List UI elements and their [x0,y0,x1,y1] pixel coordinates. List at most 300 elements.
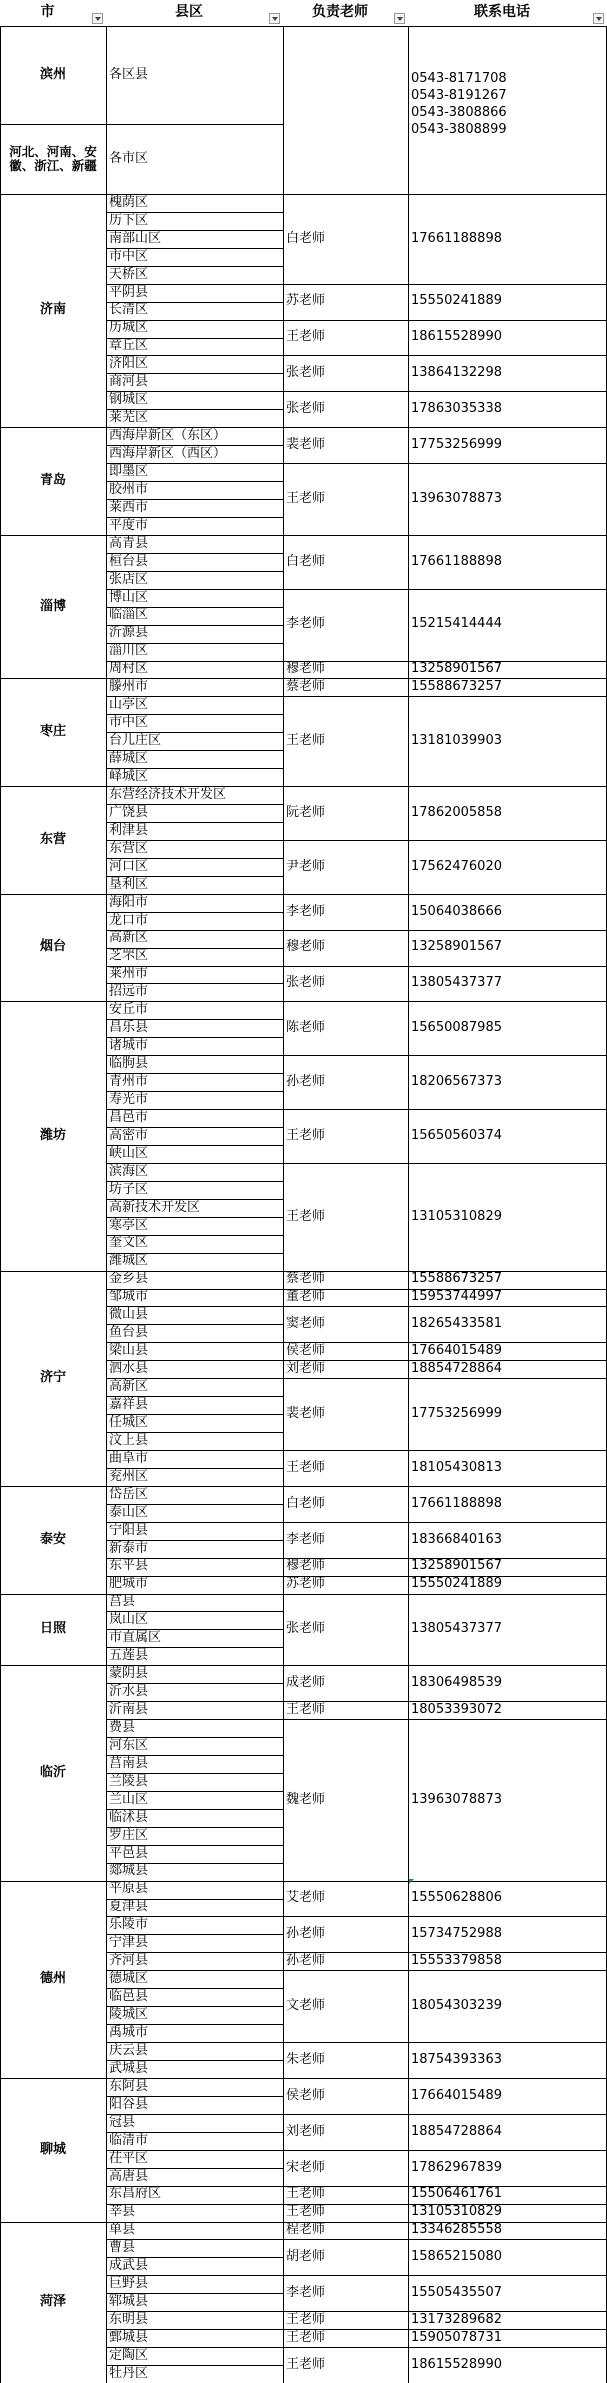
phone-cell[interactable] [408,661,607,679]
district-cell [106,1001,283,1019]
phone-cell[interactable] [408,1001,607,1055]
district-cell-text: 东昌府区 [109,2186,162,2202]
cell-comment-marker-icon [409,1879,414,1884]
district-cell-binzhou [106,26,283,124]
district-cell-text: 高新区 [109,930,149,946]
city-cell-binzhou [0,26,106,124]
teacher-cell-text: 宋老师 [286,2159,326,2175]
teacher-cell [283,1576,408,1594]
district-cell [106,1378,283,1396]
district-cell-text: 东营区 [109,840,149,856]
teacher-cell [283,930,408,966]
district-cell [106,1773,283,1791]
district-label: 各区县 [109,66,149,82]
header-teacher[interactable] [283,0,408,26]
phone-cell[interactable] [408,1719,607,1880]
teacher-cell-text: 张老师 [286,401,326,417]
phone-cell[interactable] [408,1163,607,1271]
district-cell-text: 冠县 [109,2114,136,2130]
phone-cell-text: 17863035338 [411,401,502,417]
district-cell [106,966,283,984]
phone-cell-text: 13805437377 [411,1621,502,1637]
city-cell [0,194,106,427]
district-cell [106,445,283,463]
district-cell-text: 牡丹区 [109,2365,149,2381]
district-cell [106,1073,283,1091]
teacher-cell [283,1271,408,1289]
district-cell-text: 长清区 [109,302,149,318]
phone-cell[interactable] [408,463,607,535]
phone-cell-text: 15588673257 [411,679,502,695]
phone-cell[interactable] [408,1378,607,1450]
city-cell-text: 临沂 [39,1764,66,1780]
district-cell-text: 峄城区 [109,768,149,784]
phone-cell[interactable] [408,1289,607,1307]
district-cell-text: 淄川区 [109,643,149,659]
district-cell [106,284,283,302]
district-cell-text: 金乡县 [109,1271,149,1287]
district-cell [106,1414,283,1432]
district-cell-text: 邹城市 [109,1289,149,1305]
district-cell [106,230,283,248]
district-cell-text: 槐荫区 [109,194,149,210]
district-cell-text: 峡山区 [109,1145,149,1161]
district-cell [106,1952,283,1970]
teacher-cell-text: 王老师 [286,1208,326,1224]
district-cell-text: 高密市 [109,1127,149,1143]
district-cell [106,1504,283,1522]
phone-cell-text: 13346285558 [411,2222,502,2238]
teacher-cell [283,2204,408,2222]
district-cell-text: 西海岸新区（西区） [109,446,227,461]
district-cell [106,2186,283,2204]
phone-cell[interactable] [408,1970,607,2042]
teacher-cell [283,2150,408,2186]
teacher-cell [283,463,408,535]
district-cell [106,768,283,786]
district-cell [106,1091,283,1109]
district-cell [106,427,283,445]
teacher-cell-text: 朱老师 [286,2051,326,2067]
phone-cell[interactable] [408,2347,607,2383]
district-cell-text: 河口区 [109,858,149,874]
district-cell [106,1235,283,1253]
district-cell-text: 梁山县 [109,1343,149,1359]
phone-cell-text: 17661188898 [411,230,502,246]
phone-cell-text: 18053393072 [411,1701,502,1717]
teacher-cell [283,1558,408,1576]
phone-cell[interactable] [408,2239,607,2275]
phone-cell[interactable] [408,1109,607,1163]
teacher-cell [283,2222,408,2240]
header-district-label: 县区 [175,4,203,21]
phone-cell[interactable] [408,427,607,463]
phone-cell[interactable] [408,284,607,320]
district-cell-text: 郓城县 [109,2294,149,2310]
phone-cell[interactable] [408,1665,607,1701]
city-cell [0,1271,106,1486]
district-cell [106,732,283,750]
phone-cell[interactable] [408,2042,607,2078]
district-cell-text: 张店区 [109,571,149,587]
teacher-cell [283,194,408,284]
district-cell [106,1199,283,1217]
district-cell-text: 安丘市 [109,1002,149,1018]
teacher-cell [283,894,408,930]
district-cell [106,1271,283,1289]
header-city[interactable] [0,0,106,26]
phone-cell-binzhou[interactable] [408,68,607,148]
district-cell [106,2114,283,2132]
district-cell [106,2222,283,2240]
district-cell [106,1611,283,1629]
district-cell [106,2275,283,2293]
district-cell-text: 东阿县 [109,2078,149,2094]
district-cell-text: 胶州市 [109,481,149,497]
district-cell-text: 滕州市 [109,679,149,695]
district-cell [106,248,283,266]
phone-cell[interactable] [408,194,607,284]
phone-cell-text: 18754393363 [411,2051,502,2067]
teacher-cell-text: 王老师 [286,1459,326,1475]
district-cell [106,1629,283,1647]
phone-cell-text: 18854728864 [411,1361,502,1377]
district-filter-icon[interactable] [269,13,280,24]
district-cell-text: 历城区 [109,320,149,336]
phone-cell[interactable] [408,1360,607,1378]
teacher-cell-text: 王老师 [286,1701,326,1717]
district-cell [106,212,283,230]
district-cell [106,1576,283,1594]
phone-cell-text: 18206567373 [411,1073,502,1089]
district-cell [106,1881,283,1899]
district-cell [106,1163,283,1181]
district-cell [106,1845,283,1863]
district-cell [106,517,283,535]
district-cell [106,1450,283,1468]
district-cell-text: 垦利区 [109,876,149,892]
district-cell-text: 历下区 [109,212,149,228]
city-cell-text: 烟台 [39,939,66,955]
teacher-cell-text: 王老师 [286,1127,326,1143]
district-cell-text: 坊子区 [109,1181,149,1197]
district-cell [106,499,283,517]
district-cell [106,894,283,912]
phone-cell-text: 15550241889 [411,293,502,309]
phone-line: 0543-3808899 [411,122,507,137]
teacher-cell-text: 裴老师 [286,437,326,453]
district-cell-text: 陵城区 [109,2007,149,2023]
phone-cell-text: 15506461761 [411,2186,502,2202]
phone-cell-text: 18265433581 [411,1316,502,1332]
city-cell-text: 菏泽 [39,2294,66,2310]
district-cell [106,822,283,840]
district-cell-text: 钢城区 [109,392,149,408]
phone-cell-text: 18054303239 [411,1998,502,2014]
phone-cell[interactable] [408,2204,607,2222]
phone-cell[interactable] [408,535,607,589]
phone-filter-icon[interactable] [593,13,604,24]
teacher-cell [283,320,408,356]
phone-cell[interactable] [408,2311,607,2329]
phone-cell[interactable] [408,2186,607,2204]
district-cell-other-regions [106,124,283,194]
phone-cell-text: 18615528990 [411,2356,502,2372]
teacher-cell-text: 王老师 [286,2312,326,2328]
district-cell [106,2239,283,2257]
district-cell [106,391,283,409]
teacher-cell-text: 张老师 [286,365,326,381]
teacher-cell [283,284,408,320]
district-cell [106,1217,283,1235]
district-cell-text: 东明县 [109,2312,149,2328]
teacher-cell [283,1378,408,1450]
district-cell-text: 夏津县 [109,1899,149,1915]
district-cell-text: 平阴县 [109,284,149,300]
city-label: 河北、河南、安徽、浙江、新疆 [9,144,97,173]
phone-cell[interactable] [408,894,607,930]
district-cell [106,1037,283,1055]
phone-cell-text: 18306498539 [411,1675,502,1691]
phone-cell[interactable] [408,1594,607,1666]
phone-cell[interactable] [408,1450,607,1486]
district-cell-text: 茌平区 [109,2150,149,2166]
phone-cell[interactable] [408,1881,607,1917]
district-cell-text: 莱芜区 [109,410,149,426]
teacher-cell [283,1360,408,1378]
city-cell-text: 日照 [39,1621,66,1637]
teacher-cell-text: 王老师 [286,2356,326,2372]
teacher-cell [283,696,408,786]
district-cell-text: 青州市 [109,1074,149,1089]
phone-cell[interactable] [408,1055,607,1109]
phone-cell-text: 13258901567 [411,1558,502,1574]
district-cell [106,786,283,804]
phone-cell[interactable] [408,966,607,1002]
teacher-cell-text: 穆老师 [286,661,326,677]
phone-cell-text: 13864132298 [411,365,502,381]
district-cell-text: 武城县 [109,2060,149,2076]
district-cell [106,714,283,732]
phone-cell[interactable] [408,1576,607,1594]
phone-cell[interactable] [408,2078,607,2114]
district-cell [106,1181,283,1199]
district-cell-text: 曹县 [109,2240,136,2256]
phone-cell[interactable] [408,355,607,391]
teacher-cell-text: 穆老师 [286,939,326,955]
district-cell-text: 海阳市 [109,894,149,910]
district-cell-text: 临沭县 [109,1809,149,1825]
phone-cell[interactable] [408,1558,607,1576]
teacher-cell-text: 白老师 [286,1495,326,1511]
phone-cell-text: 13963078873 [411,1791,502,1807]
teacher-cell [283,1665,408,1701]
district-cell-text: 天桥区 [109,266,149,282]
district-cell [106,876,283,894]
district-cell [106,2078,283,2096]
district-cell-text: 乐陵市 [109,1917,149,1933]
district-cell [106,1342,283,1360]
phone-cell-text: 13963078873 [411,490,502,506]
teacher-cell-text: 成老师 [286,1675,326,1691]
district-cell [106,409,283,427]
teacher-cell-text: 蔡老师 [286,1271,326,1287]
phone-cell[interactable] [408,840,607,894]
teacher-cell-text: 王老师 [286,2186,326,2202]
district-cell-text: 岱岳区 [109,1486,149,1502]
district-cell [106,1145,283,1163]
phone-cell[interactable] [408,1271,607,1289]
teacher-cell [283,1594,408,1666]
district-cell-text: 岚山区 [109,1612,149,1628]
phone-cell-text: 15588673257 [411,1271,502,1287]
district-cell [106,338,283,356]
district-cell [106,1324,283,1342]
district-cell [106,302,283,320]
district-cell-text: 兖州区 [109,1468,149,1484]
phone-cell[interactable] [408,2275,607,2311]
phone-cell-text: 17562476020 [411,858,502,874]
teacher-cell [283,661,408,679]
teacher-cell-text: 李老师 [286,616,326,632]
district-cell-text: 平度市 [109,517,149,533]
district-cell-text: 临淄区 [109,607,149,623]
teacher-cell-text: 白老师 [286,230,326,246]
phone-cell-text: 15505435507 [411,2285,502,2301]
phone-cell-text: 17664015489 [411,1343,502,1359]
district-cell [106,1432,283,1450]
teacher-cell [283,1342,408,1360]
district-cell [106,266,283,284]
phone-cell[interactable] [408,2222,607,2240]
teacher-cell [283,2042,408,2078]
phone-cell-text: 13181039903 [411,733,502,749]
phone-cell[interactable] [408,1342,607,1360]
teacher-cell [283,1109,408,1163]
teacher-cell-text: 李老师 [286,2285,326,2301]
phone-cell[interactable] [408,2150,607,2186]
teacher-cell-text: 阮老师 [286,804,326,820]
phone-cell[interactable] [408,1952,607,1970]
phone-cell[interactable] [408,696,607,786]
district-cell [106,1701,283,1719]
district-cell-text: 鄄城县 [109,2329,149,2345]
district-cell-text: 微山县 [109,1307,149,1323]
city-cell [0,678,106,786]
district-cell-text: 广饶县 [109,804,149,820]
city-filter-icon[interactable] [92,13,103,24]
teacher-cell [283,1952,408,1970]
district-cell [106,1253,283,1271]
header-teacher-label: 负责老师 [312,4,368,21]
teacher-cell [283,1881,408,1917]
teacher-filter-icon[interactable] [394,13,405,24]
city-cell-text: 济南 [39,302,66,318]
city-cell-other-regions [0,124,106,194]
district-cell-text: 沂源县 [109,625,149,641]
district-cell [106,643,283,661]
district-cell [106,2329,283,2347]
district-cell [106,1791,283,1809]
district-cell-text: 高新区 [109,1379,149,1395]
district-cell-text: 市直属区 [109,1630,162,1646]
district-cell-text: 桓台县 [109,553,149,569]
teacher-cell [283,1306,408,1342]
district-cell-text: 莒县 [109,1594,136,1610]
phone-cell[interactable] [408,1701,607,1719]
teacher-cell-text: 侯老师 [286,2087,326,2103]
district-cell-text: 肥城市 [109,1576,149,1592]
phone-cell[interactable] [408,1522,607,1558]
district-cell [106,320,283,338]
teacher-cell-text: 王老师 [286,490,326,506]
district-cell-text: 市中区 [109,248,149,264]
phone-cell-text: 15905078731 [411,2329,502,2345]
phone-cell[interactable] [408,320,607,356]
district-cell-text: 莒南县 [109,1755,149,1771]
phone-cell[interactable] [408,589,607,661]
phone-line: 0543-8191267 [411,88,507,103]
district-cell-text: 嘉祥县 [109,1396,149,1412]
district-cell-text: 德城区 [109,1971,149,1987]
district-cell-text: 薛城区 [109,751,149,767]
header-district[interactable] [106,0,283,26]
phone-cell[interactable] [408,930,607,966]
teacher-cell [283,2186,408,2204]
district-cell-text: 任城区 [109,1414,149,1430]
district-cell [106,2042,283,2060]
district-cell-text: 宁阳县 [109,1522,149,1538]
district-cell-text: 南部山区 [109,230,162,246]
teacher-cell [283,355,408,391]
teacher-cell-text: 孙老师 [286,1073,326,1089]
district-cell-text: 鱼台县 [109,1325,149,1341]
phone-cell[interactable] [408,2114,607,2150]
phone-line: 0543-8171708 [411,71,507,86]
teacher-cell-text: 孙老师 [286,1926,326,1942]
header-phone[interactable] [408,0,607,26]
district-cell [106,1486,283,1504]
phone-cell[interactable] [408,1916,607,1952]
teacher-cell [283,1522,408,1558]
city-cell [0,1881,106,2078]
district-cell [106,1737,283,1755]
district-cell [106,1755,283,1773]
district-cell [106,912,283,930]
phone-cell[interactable] [408,1486,607,1522]
phone-cell[interactable] [408,2329,607,2347]
teacher-cell [283,786,408,840]
city-cell-text: 济宁 [39,1370,66,1386]
phone-cell[interactable] [408,1306,607,1342]
district-cell-text: 临邑县 [109,1989,149,2005]
district-cell-text: 昌乐县 [109,1020,149,1036]
district-cell [106,2347,283,2365]
phone-cell-text: 17753256999 [411,437,502,453]
district-cell [106,2006,283,2024]
phone-cell-text: 18615528990 [411,329,502,345]
teacher-cell [283,1055,408,1109]
phone-cell[interactable] [408,786,607,840]
district-cell-text: 新泰市 [109,1540,149,1556]
district-cell [106,589,283,607]
district-cell-text: 沂南县 [109,1701,149,1717]
district-cell-text: 高唐县 [109,2168,149,2184]
phone-cell[interactable] [408,678,607,696]
phone-cell[interactable] [408,391,607,427]
teacher-cell [283,678,408,696]
district-cell [106,1109,283,1127]
